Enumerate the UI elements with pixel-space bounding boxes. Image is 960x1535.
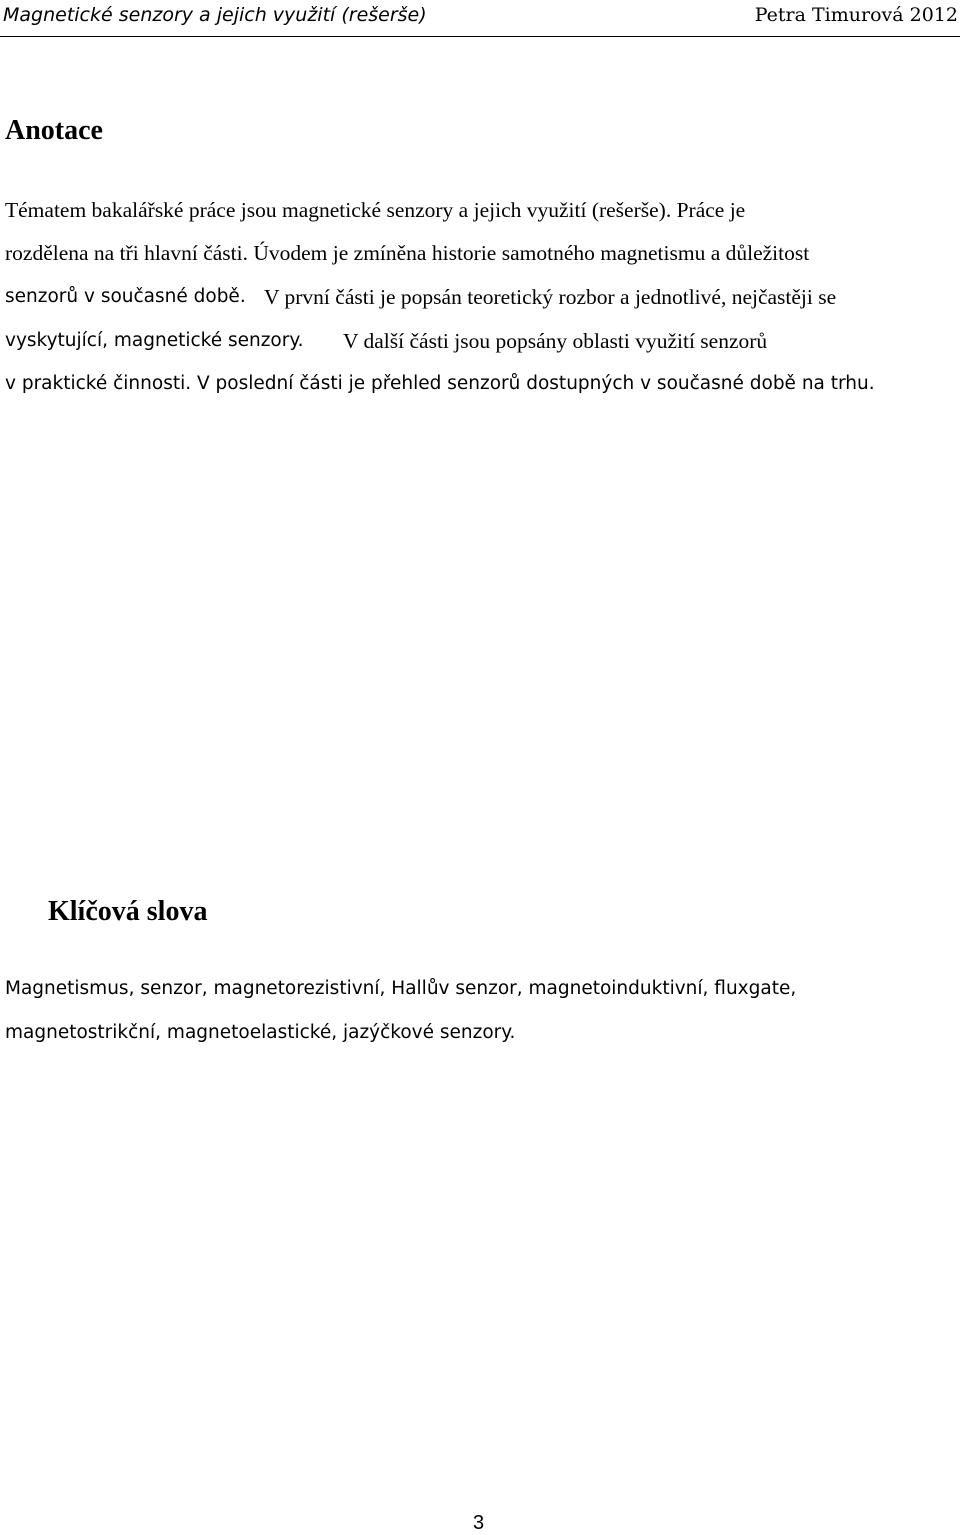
annotation-line: V další části jsou popsány oblasti využití senzorů: [343, 329, 768, 353]
keywords-line: magnetostrikční, magnetoelastické, jazýčkové senzory.: [5, 1022, 516, 1043]
annotation-line: senzorů v současné době.: [5, 286, 246, 307]
annotation-line: v praktické činnosti. V poslední části je přehled senzorů dostupných v současné době na trhu.: [5, 373, 875, 394]
annotation-line: vyskytující, magnetické senzory.: [5, 330, 304, 351]
keywords-line: Magnetismus, senzor, magnetorezistivní, Hallův senzor, magnetoinduktivní, fluxgate,: [5, 978, 797, 999]
annotation-line: V první části je popsán teoretický rozbor a jednotlivé, nejčastěji se: [264, 285, 837, 309]
annotation-line: rozdělena na tři hlavní části. Úvodem je zmíněna historie samotného magnetismu a důležitost: [5, 241, 810, 265]
annotation-heading: Anotace: [5, 115, 103, 146]
page-header: [0, 0, 960, 37]
page-number: 3: [473, 1512, 485, 1534]
header-title: Magnetické senzory a jejich využití (rešerše): [3, 4, 427, 26]
header-author: Petra Timurová 2012: [754, 4, 958, 26]
keywords-heading: Klíčová slova: [48, 896, 208, 927]
annotation-line: Tématem bakalářské práce jsou magnetické senzory a jejich využití (rešerše). Práce je: [5, 198, 746, 222]
